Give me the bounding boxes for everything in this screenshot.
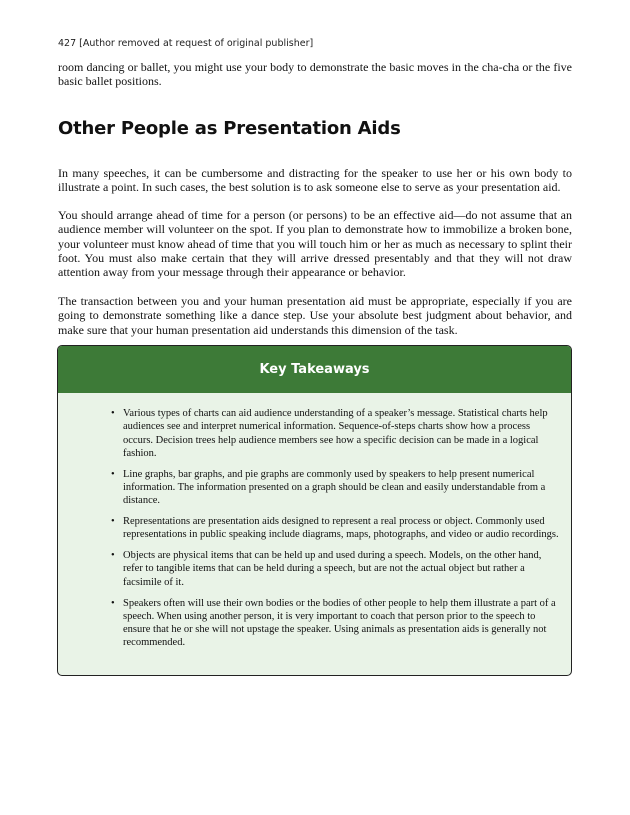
bullet-icon: • [111, 550, 115, 562]
body-paragraph-3: The transaction between you and your human presentation aid must be appropriate, especially if you are going to demonstrate something like a dance step. Use your absolute best judgment about behavior, and make sure that your human presentation aid understands this dimension of the task. [58, 294, 572, 337]
takeaway-item [111, 515, 561, 542]
takeaway-text: Line graphs, bar graphs, and pie graphs are commonly used by speakers to help present numerical information. The information presented on a graph should be clean and easily understandable from a distance. [123, 468, 546, 507]
intro-paragraph: room dancing or ballet, you might use your body to demonstrate the basic moves in the cha-cha or the five basic ballet positions. [58, 60, 572, 89]
running-header: 427 [Author removed at request of original publisher] [58, 38, 314, 49]
body-paragraph-2: You should arrange ahead of time for a person (or persons) to be an effective aid—do not assume that an audience member will volunteer on the spot. If you plan to demonstrate how to immobilize a broken bone, your volunteer must know ahead of time that you will touch him or her as much as necessary to splint their foot. You must also make certain that they will arrive dressed presentably and that they will not draw attention away from your message through their appearance or behavior. [58, 208, 572, 280]
takeaway-text: Objects are physical items that can be held up and used during a speech. Models, on the other hand, refer to tangible items that can be held during a speech, but are not the actual object but rather a facsimile of it. [123, 550, 542, 588]
key-takeaways-list [111, 407, 561, 657]
bullet-icon: • [111, 468, 115, 480]
bullet-icon: • [111, 516, 115, 528]
bullet-icon: • [111, 408, 115, 419]
takeaway-text: Representations are presentation aids designed to represent a real process or object. Commonly used representations in public speaking include diagrams, maps, photographs, and video or audio recordings. [123, 516, 559, 541]
bullet-icon: • [111, 597, 115, 609]
takeaway-item [111, 407, 561, 460]
takeaway-text: Various types of charts can aid audience understanding of a speaker’s message. Statistical charts help audiences see and interpret numerical information. Sequence-of-steps charts show how a process occurs. Decision trees help audience members see how a specific decision can be made in a logical fashion. [123, 408, 548, 459]
takeaway-text: Speakers often will use their own bodies or the bodies of other people to help them illustrate a part of a speech. When using another person, it is very important to coach that person prior to the speech to ensure that he or she will not upstage the speaker. Using animals as presentation aids is generally not recommended. [123, 597, 556, 649]
section-heading: Other People as Presentation Aids [58, 118, 401, 139]
takeaway-item [111, 597, 561, 650]
key-takeaways-box [57, 345, 572, 676]
body-paragraph-1: In many speeches, it can be cumbersome and distracting for the speaker to use her or his own body to illustrate a point. In such cases, the best solution is to ask someone else to serve as your presentation aid. [58, 166, 572, 195]
key-takeaways-title: Key Takeaways [58, 346, 571, 393]
takeaway-item [111, 468, 561, 508]
takeaway-item [111, 549, 561, 589]
